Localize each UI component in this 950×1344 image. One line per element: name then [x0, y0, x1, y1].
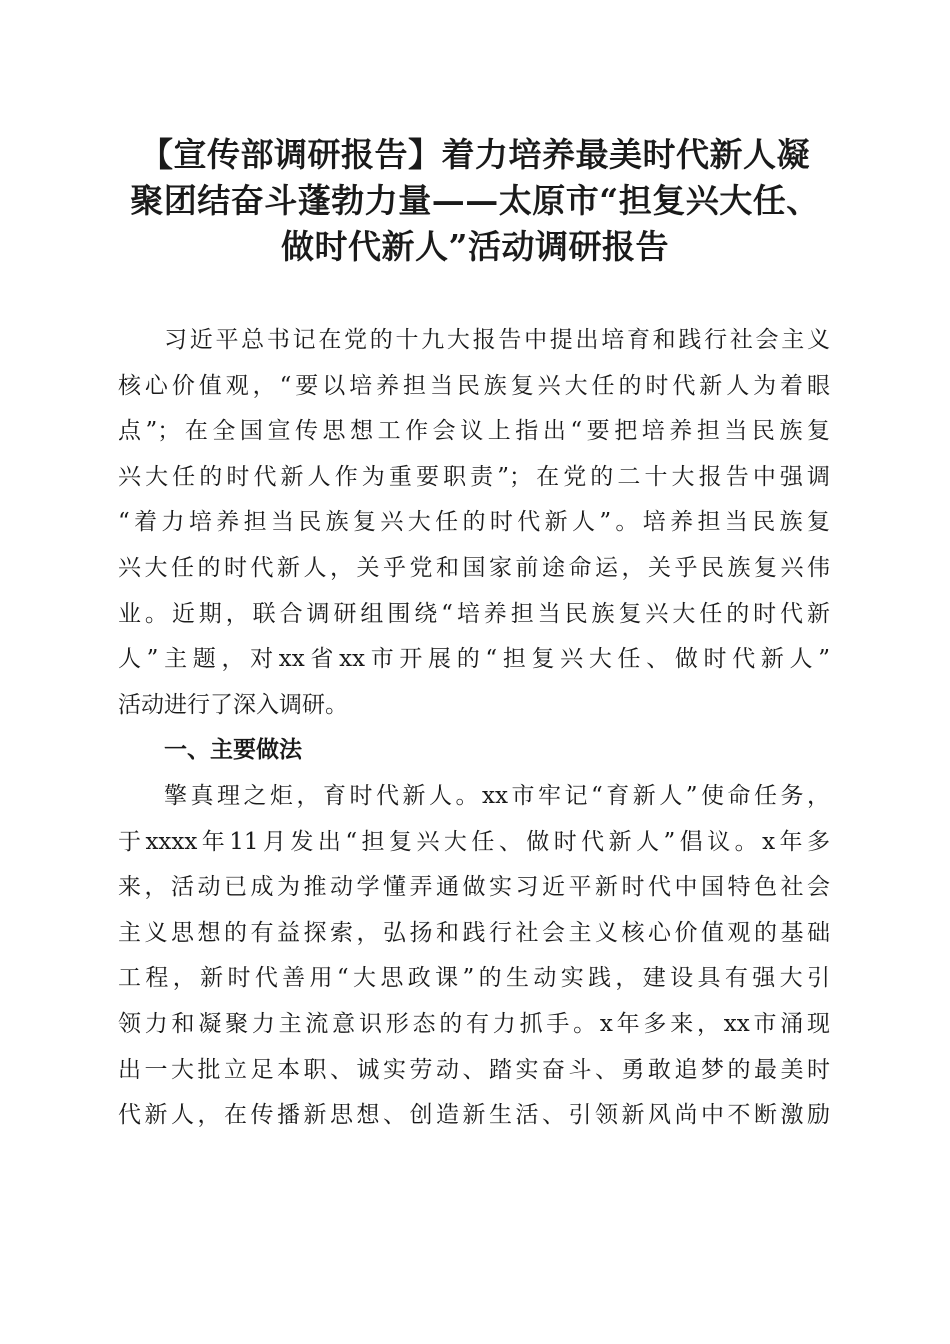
text-line: 代新人，在传播新思想、创造新生活、引领新风尚中不断激励 — [118, 1102, 830, 1129]
document-body — [118, 318, 830, 1139]
text-line: “着力培养担当民族复兴大任的时代新人”。培养担当民族复 — [118, 509, 830, 536]
title-line: 做时代新人”活动调研报告 — [281, 227, 669, 266]
text-line: 于xxxx年11月发出“担复兴大任、做时代新人”倡议。x年多 — [118, 828, 830, 855]
text-line: 出一大批立足本职、诚实劳动、踏实奋斗、勇敢追梦的最美时 — [118, 1056, 830, 1083]
text-line: 业。近期，联合调研组围绕“培养担当民族复兴大任的时代新 — [118, 600, 830, 627]
text-line: 人”主题，对xx省xx市开展的“担复兴大任、做时代新人” — [118, 646, 830, 673]
text-line: 兴大任的时代新人作为重要职责”；在党的二十大报告中强调 — [118, 463, 830, 490]
document-title — [110, 132, 840, 270]
text-line: 活动进行了深入调研。 — [118, 691, 348, 718]
text-line: 习近平总书记在党的十九大报告中提出培育和践行社会主义 — [164, 327, 830, 353]
text-line: 擎真理之炬，育时代新人。xx市牢记“育新人”使命任务， — [164, 782, 830, 809]
paragraph-intro — [118, 318, 830, 728]
paragraph-main-practices — [118, 774, 830, 1139]
text-line: 兴大任的时代新人，关乎党和国家前途命运，关乎民族复兴伟 — [118, 554, 830, 581]
title-line: 【宣传部调研报告】着力培养最美时代新人凝 — [140, 135, 810, 174]
text-line: 来，活动已成为推动学懂弄通做实习近平新时代中国特色社会 — [118, 874, 830, 901]
text-line: 工程，新时代善用“大思政课”的生动实践，建设具有强大引 — [118, 965, 830, 992]
text-line: 核心价值观，“要以培养担当民族复兴大任的时代新人为着眼 — [118, 372, 830, 399]
section-heading: 一、主要做法 — [164, 737, 302, 764]
text-line: 点”；在全国宣传思想工作会议上指出“要把培养担当民族复 — [118, 418, 830, 445]
title-line: 聚团结奋斗蓬勃力量——太原市“担复兴大任、 — [130, 181, 820, 220]
text-line: 主义思想的有益探索，弘扬和践行社会主义核心价值观的基础 — [118, 919, 830, 946]
text-line: 领力和凝聚力主流意识形态的有力抓手。x年多来，xx市涌现 — [118, 1010, 830, 1037]
